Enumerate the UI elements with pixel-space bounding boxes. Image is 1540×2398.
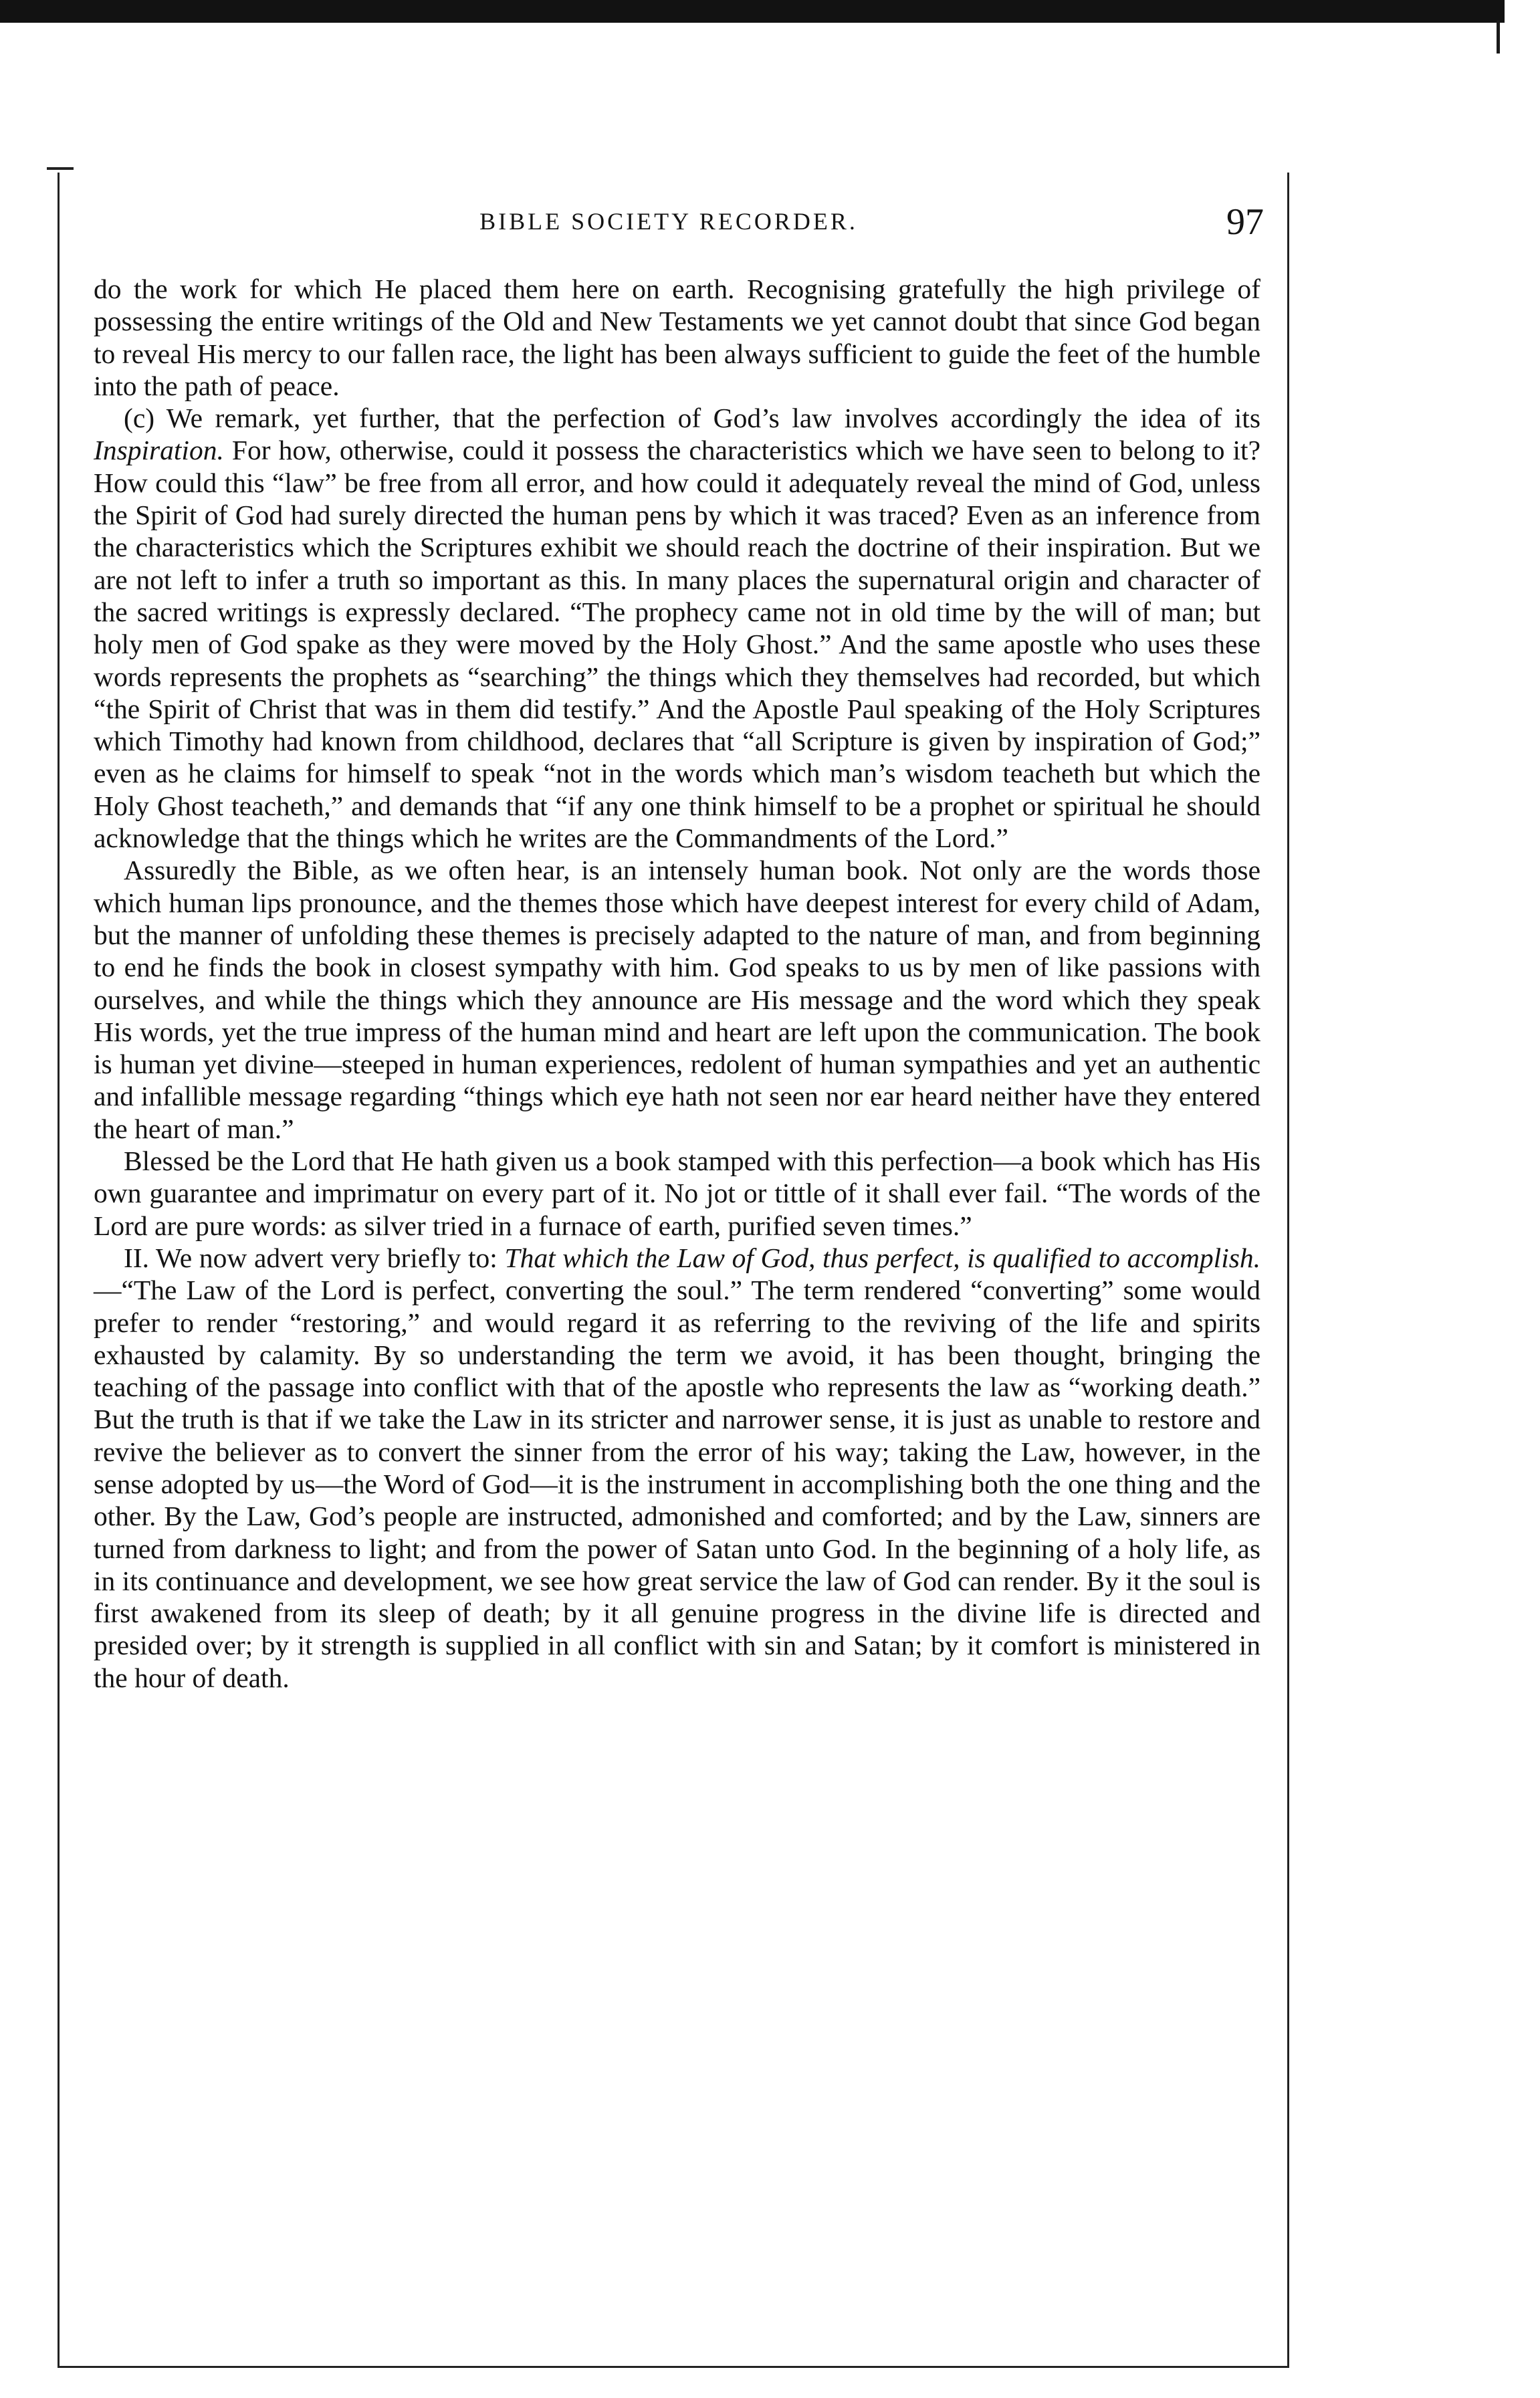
page-header-title: BIBLE SOCIETY RECORDER. (479, 208, 858, 235)
italic-text-run: Inspiration. (94, 435, 224, 466)
text-run: II. We now advert very briefly to: (124, 1242, 505, 1273)
paragraph (94, 1242, 1260, 1694)
text-run: Blessed be the Lord that He hath given us a book stamped with this perfection—a book which has His own guarantee and imprimatur on every part of it. No jot or tittle of it shall ever fail. “The words of the Lord are pure words: as silver tried in a furnace of earth, purified seven times.” (94, 1146, 1260, 1241)
text-run: —“The Law of the Lord is perfect, converting the soul.” The term rendered “converting” some would prefer to render “restoring,” and would regard it as referring to the reviving of the life and spirits exhausted by calamity. By so understanding the term we avoid, it has been thought, bringing the teaching of the passage into conflict with that of the apostle who represents the law as “working death.” But the truth is that if we take the Law in its stricter and narrower sense, it is just as unable to restore and revive the believer as to convert the sinner from the error of his way; taking the Law, however, in the sense adopted by us—the Word of God—it is the instrument in accomplishing both the one thing and the other. By the Law, God’s people are instructed, admonished and comforted; and by the Law, sinners are turned from darkness to light; and from the power of Satan unto God. In the beginning of a holy life, as in its continuance and development, we see how great service the law of God can render. By it the soul is first awakened from its sleep of death; by it all genuine progress in the divine life is directed and presided over; by it strength is supplied in all conflict with sin and Satan; by it comfort is ministered in the hour of death. (94, 1275, 1260, 1693)
top-rule (0, 0, 1505, 23)
paragraph (94, 402, 1260, 854)
text-run: For how, otherwise, could it possess the characteristics which we have seen to belong to it? How could this “law” be free from all error, and how could it adequately reveal the mind of God, unless the Spirit of God had surely directed the human pens by which it was traced? Even as an inference from the characteristics which the Scriptures exhibit we should reach the doctrine of their inspiration. But we are not left to infer a truth so important as this. In many places the supernatural origin and character of the sacred writings is expressly declared. “The prophecy came not in old time by the will of man; but holy men of God spake as they were moved by the Holy Ghost.” And the same apostle who uses these words represents the prophets as “searching” the things which they themselves had recorded, but which “the Spirit of Christ that was in them did testify.” And the Apostle Paul speaking of the Holy Scriptures which Timothy had known from childhood, declares that “all Scripture is given by inspiration of God;” even as he claims for himself to speak “not in the words which man’s wisdom teacheth but which the Holy Ghost teacheth,” and demands that “if any one think himself to be a prophet or spiritual he should acknowledge that the things which he writes are the Commandments of the Lord.” (94, 435, 1260, 854)
text-run: Assuredly the Bible, as we often hear, is an intensely human book. Not only are the words those which human lips pronounce, and the themes those which have deepest interest for every child of Adam, but the manner of unfolding these themes is precisely adapted to the nature of man, and from beginning to end he finds the book in closest sympathy with him. God speaks to us by men of like passions with ourselves, and while the things which they announce are His message and the word which they speak His words, yet the true impress of the human mind and heart are left upon the communication. The book is human yet divine—steeped in human experiences, redolent of human sympathies and yet an authentic and infallible message regarding “things which eye hath not seen nor ear heard neither have they entered the heart of man.” (94, 855, 1260, 1144)
body-text (94, 273, 1260, 1694)
italic-text-run: That which the Law of God, thus perfect, is qualified to accomplish. (504, 1242, 1260, 1273)
top-rule-tick (1497, 20, 1500, 53)
text-run: (c) We remark, yet further, that the perfection of God’s law involves accordingly the idea of its (124, 403, 1260, 434)
text-run: do the work for which He placed them here on earth. Recognising gratefully the high privilege of possessing the entire writings of the Old and New Testaments we yet cannot doubt that since God began to reveal His mercy to our fallen race, the light has been always sufficient to guide the feet of the humble into the path of peace. (94, 274, 1260, 401)
running-head (74, 201, 1264, 254)
frame-corner-mark (47, 167, 74, 170)
paragraph (94, 273, 1260, 402)
paragraph (94, 854, 1260, 1145)
paragraph (94, 1145, 1260, 1242)
page-number: 97 (1226, 201, 1264, 243)
